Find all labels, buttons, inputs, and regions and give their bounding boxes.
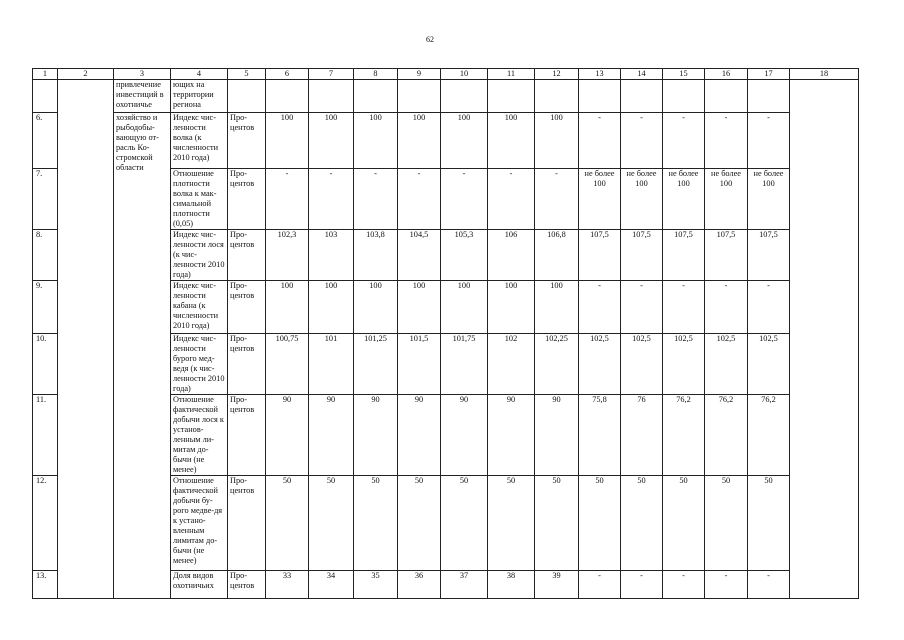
empty-cell (705, 80, 748, 113)
empty-cell (621, 80, 663, 113)
empty-cell (579, 80, 621, 113)
row-number: 12. (33, 476, 58, 571)
indicator-name: Индекс чис-ленности бурого мед-ведя (к чис-ленности 2010 года) (171, 334, 228, 395)
indicator-text-continued: ющих на территории региона (171, 80, 228, 113)
indicator-name: Отношение фактической добычи бу-рого медве-дя к устано-вленным лимитам до-бычи (не менее) (171, 476, 228, 571)
value-cell: 90 (398, 395, 441, 476)
value-cell: 100 (488, 281, 535, 334)
value-cell: 100 (398, 113, 441, 169)
value-cell: 107,5 (748, 230, 790, 281)
row-number-cell (33, 80, 58, 113)
value-cell: 100 (441, 281, 488, 334)
header-row (33, 69, 859, 80)
unit: Про-центов (228, 113, 266, 169)
value-cell: не более 100 (663, 169, 705, 230)
value-cell: 106,8 (535, 230, 579, 281)
value-cell: 50 (535, 476, 579, 571)
value-cell: - (266, 169, 309, 230)
unit: Про-центов (228, 334, 266, 395)
value-cell: - (579, 571, 621, 599)
value-cell: 102,5 (705, 334, 748, 395)
value-cell: 102,5 (579, 334, 621, 395)
column-header: 11 (488, 69, 535, 80)
value-cell: 101,25 (354, 334, 398, 395)
unit: Про-центов (228, 571, 266, 599)
value-cell: 105,3 (441, 230, 488, 281)
value-cell: 100,75 (266, 334, 309, 395)
page-number: 62 (426, 35, 434, 44)
indicator-name: Индекс чис-ленности кабана (к численности 2010 года) (171, 281, 228, 334)
empty-cell (748, 80, 790, 113)
column-header: 6 (266, 69, 309, 80)
value-cell: 100 (354, 113, 398, 169)
value-cell: не более 100 (748, 169, 790, 230)
value-cell: 102,5 (748, 334, 790, 395)
value-cell: - (663, 281, 705, 334)
column-header: 13 (579, 69, 621, 80)
row-number: 10. (33, 334, 58, 395)
empty-cell (488, 80, 535, 113)
value-cell: 106 (488, 230, 535, 281)
value-cell: 101,75 (441, 334, 488, 395)
column-header: 17 (748, 69, 790, 80)
value-cell: - (621, 571, 663, 599)
value-cell: 101 (309, 334, 354, 395)
value-cell: 90 (488, 395, 535, 476)
column-header: 8 (354, 69, 398, 80)
value-cell: 76,2 (748, 395, 790, 476)
value-cell: - (663, 113, 705, 169)
value-cell: 90 (441, 395, 488, 476)
value-cell: 100 (266, 113, 309, 169)
table-row (33, 113, 859, 169)
empty-cell (663, 80, 705, 113)
value-cell: - (748, 113, 790, 169)
value-cell: - (621, 281, 663, 334)
value-cell: 100 (309, 281, 354, 334)
empty-cell (266, 80, 309, 113)
value-cell: - (441, 169, 488, 230)
empty-cell (354, 80, 398, 113)
value-cell: 34 (309, 571, 354, 599)
unit: Про-центов (228, 230, 266, 281)
value-cell: - (705, 281, 748, 334)
indicator-name: Доля видов охотничьих (171, 571, 228, 599)
indicator-name: Отношение плотности волка к мак-симальной плотности (0,05) (171, 169, 228, 230)
value-cell: 102,25 (535, 334, 579, 395)
value-cell: 90 (535, 395, 579, 476)
empty-cell (441, 80, 488, 113)
indicators-table (32, 68, 859, 599)
row-number: 9. (33, 281, 58, 334)
value-cell: 100 (535, 281, 579, 334)
value-cell: 107,5 (705, 230, 748, 281)
value-cell: 50 (354, 476, 398, 571)
column-header: 7 (309, 69, 354, 80)
value-cell: 100 (309, 113, 354, 169)
value-cell: 104,5 (398, 230, 441, 281)
value-cell: 33 (266, 571, 309, 599)
column-header: 3 (114, 69, 171, 80)
value-cell: 37 (441, 571, 488, 599)
value-cell: 50 (398, 476, 441, 571)
value-cell: 103,8 (354, 230, 398, 281)
column-header: 18 (790, 69, 859, 80)
empty-cell (535, 80, 579, 113)
value-cell: - (621, 113, 663, 169)
value-cell: не более 100 (579, 169, 621, 230)
value-cell: 36 (398, 571, 441, 599)
goal-text: хозяйство и рыбодобы-вающую от-расль Ко-стромской области (114, 113, 171, 599)
value-cell: 50 (266, 476, 309, 571)
goal-text-continued: привлечение инвестиций в охотничье (114, 80, 171, 113)
value-cell: - (705, 113, 748, 169)
column-header: 10 (441, 69, 488, 80)
value-cell: не более 100 (621, 169, 663, 230)
value-cell: 39 (535, 571, 579, 599)
value-cell: 50 (488, 476, 535, 571)
column-header: 14 (621, 69, 663, 80)
value-cell: 76 (621, 395, 663, 476)
value-cell: - (748, 571, 790, 599)
row-number: 13. (33, 571, 58, 599)
unit: Про-центов (228, 476, 266, 571)
value-cell: 50 (748, 476, 790, 571)
value-cell: 101,5 (398, 334, 441, 395)
empty-cell (228, 80, 266, 113)
value-cell: 50 (663, 476, 705, 571)
value-cell: 76,2 (705, 395, 748, 476)
value-cell: 90 (309, 395, 354, 476)
value-cell: 107,5 (621, 230, 663, 281)
column-header: 9 (398, 69, 441, 80)
empty-cell (309, 80, 354, 113)
value-cell: 107,5 (663, 230, 705, 281)
row-number: 8. (33, 230, 58, 281)
column-header: 15 (663, 69, 705, 80)
continuation-row (33, 80, 859, 113)
column-header: 1 (33, 69, 58, 80)
indicator-name: Индекс чис-ленности лося (к чис-ленности 2010 года) (171, 230, 228, 281)
column-header: 16 (705, 69, 748, 80)
value-cell: 100 (266, 281, 309, 334)
value-cell: 102 (488, 334, 535, 395)
unit: Про-центов (228, 395, 266, 476)
value-cell: - (748, 281, 790, 334)
value-cell: - (398, 169, 441, 230)
value-cell: 50 (579, 476, 621, 571)
value-cell: - (535, 169, 579, 230)
value-cell: 107,5 (579, 230, 621, 281)
value-cell: 90 (266, 395, 309, 476)
value-cell: - (705, 571, 748, 599)
value-cell: 50 (705, 476, 748, 571)
value-cell: 102,5 (621, 334, 663, 395)
value-cell: 100 (398, 281, 441, 334)
unit: Про-центов (228, 281, 266, 334)
value-cell: - (579, 281, 621, 334)
value-cell: 50 (441, 476, 488, 571)
value-cell: - (309, 169, 354, 230)
value-cell: - (579, 113, 621, 169)
value-cell: - (488, 169, 535, 230)
row-number: 7. (33, 169, 58, 230)
column-header: 2 (58, 69, 114, 80)
value-cell: 76,2 (663, 395, 705, 476)
value-cell: 50 (621, 476, 663, 571)
value-cell: 100 (354, 281, 398, 334)
value-cell: 100 (441, 113, 488, 169)
value-cell: 75,8 (579, 395, 621, 476)
indicator-name: Отношение фактической добычи лося к установ-ленным ли-митам до-бычи (не менее) (171, 395, 228, 476)
indicator-name: Индекс чис-ленности волка (к численности 2010 года) (171, 113, 228, 169)
value-cell: 38 (488, 571, 535, 599)
column-18-cell (790, 80, 859, 599)
unit: Про-центов (228, 169, 266, 230)
value-cell: 35 (354, 571, 398, 599)
value-cell: - (663, 571, 705, 599)
value-cell: 90 (354, 395, 398, 476)
value-cell: 102,5 (663, 334, 705, 395)
column-header: 12 (535, 69, 579, 80)
value-cell: 103 (309, 230, 354, 281)
value-cell: 50 (309, 476, 354, 571)
value-cell: 100 (488, 113, 535, 169)
empty-cell (398, 80, 441, 113)
column-header: 4 (171, 69, 228, 80)
row-number: 11. (33, 395, 58, 476)
value-cell: - (354, 169, 398, 230)
value-cell: 100 (535, 113, 579, 169)
column-2-cell (58, 80, 114, 599)
row-number: 6. (33, 113, 58, 169)
value-cell: не более 100 (705, 169, 748, 230)
value-cell: 102,3 (266, 230, 309, 281)
column-header: 5 (228, 69, 266, 80)
